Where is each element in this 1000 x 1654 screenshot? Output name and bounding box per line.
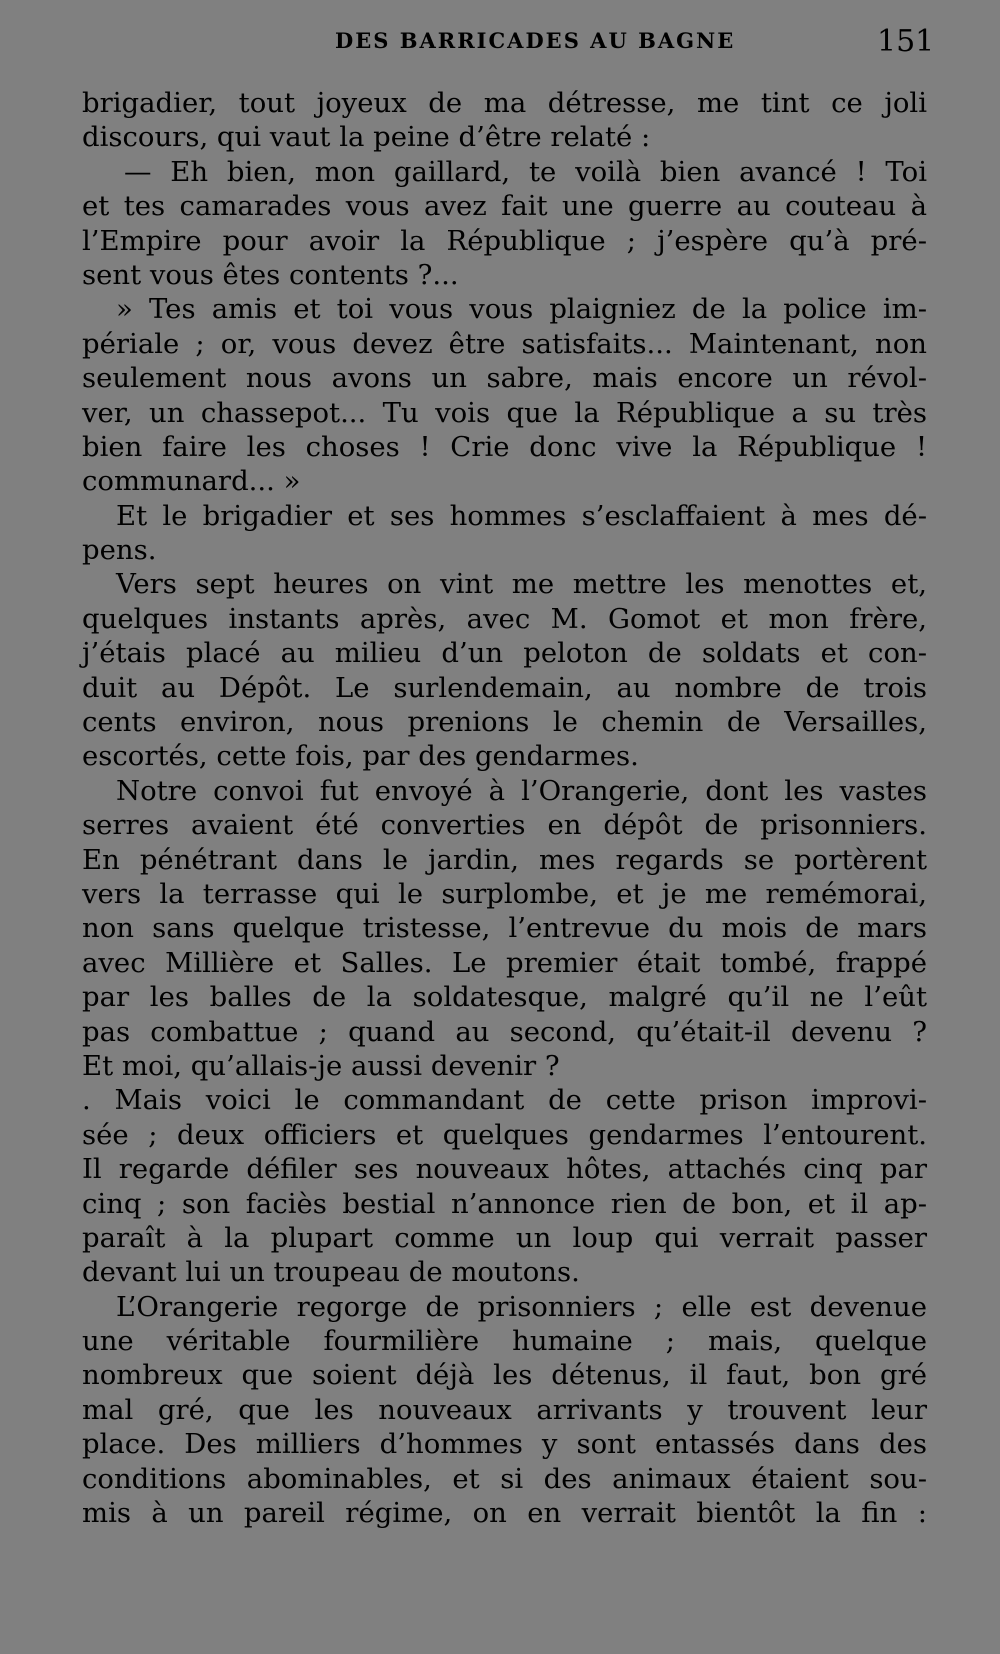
text-line: nombreux que soient déjà les détenus, il faut, bon gré — [82, 1359, 927, 1392]
text-line: par les balles de la soldatesque, malgré qu’il ne l’eût — [82, 981, 927, 1014]
text-line: l’Empire pour avoir la République ; j’espère qu’à pré- — [82, 224, 927, 257]
text-line: mis à un pareil régime, on en verrait bientôt la fin : — [82, 1497, 927, 1530]
text-line: pens. — [82, 534, 157, 567]
text-line: conditions abominables, et si des animaux étaient sou- — [82, 1462, 927, 1495]
running-title: DES BARRICADES AU BAGNE — [335, 28, 736, 53]
text-line: sent vous êtes contents ?... — [82, 258, 459, 291]
text-line: cinq ; son faciès bestial n’annonce rien de bon, et il ap- — [82, 1187, 927, 1220]
text-line: Notre convoi fut envoyé à l’Orangerie, dont les vastes — [116, 774, 927, 807]
text-line: mal gré, que les nouveaux arrivants y trouvent leur — [82, 1393, 927, 1426]
text-line: duit au Dépôt. Le surlendemain, au nombre de trois — [82, 671, 927, 704]
text-line: cents environ, nous prenions le chemin de Versailles, — [82, 706, 927, 739]
text-line: périale ; or, vous devez être satisfaits... Maintenant, non — [82, 327, 927, 360]
text-line: j’étais placé au milieu d’un peloton de soldats et con- — [82, 637, 927, 670]
text-line: . Mais voici le commandant de cette prison improvi- — [82, 1084, 927, 1117]
text-line: devant lui un troupeau de moutons. — [82, 1256, 580, 1289]
text-line: ver, un chassepot... Tu vois que la République a su très — [82, 396, 927, 429]
text-line: seulement nous avons un sabre, mais encore un révol- — [82, 362, 927, 395]
page-header — [0, 22, 1000, 62]
text-line: Vers sept heures on vint me mettre les menottes et, — [116, 568, 927, 601]
text-line: escortés, cette fois, par des gendarmes. — [82, 740, 639, 773]
text-line: avec Millière et Salles. Le premier était tombé, frappé — [82, 946, 927, 979]
text-line: » Tes amis et toi vous vous plaigniez de la police im- — [116, 293, 927, 326]
text-line: En pénétrant dans le jardin, mes regards se portèrent — [82, 843, 927, 876]
text-line: non sans quelque tristesse, l’entrevue du mois de mars — [82, 912, 927, 945]
text-line: une véritable fourmilière humaine ; mais, quelque — [82, 1325, 927, 1358]
text-line: pas combattue ; quand au second, qu’était-il devenu ? — [82, 1015, 927, 1048]
text-line: paraît à la plupart comme un loup qui verrait passer — [82, 1221, 927, 1254]
text-line: brigadier, tout joyeux de ma détresse, me tint ce joli — [82, 87, 927, 119]
text-line: — Eh bien, mon gaillard, te voilà bien avancé ! Toi — [124, 155, 927, 188]
page-number: 151 — [877, 24, 935, 59]
text-line: Et le brigadier et ses hommes s’esclaffaient à mes dé- — [116, 499, 927, 532]
text-line: sée ; deux officiers et quelques gendarmes l’entourent. — [82, 1118, 927, 1151]
text-line: Il regarde défiler ses nouveaux hôtes, attachés cinq par — [82, 1153, 927, 1186]
text-line: Et moi, qu’allais-je aussi devenir ? — [82, 1049, 560, 1082]
text-line: serres avaient été converties en dépôt de prisonniers. — [82, 809, 927, 842]
text-line: vers la terrasse qui le surplombe, et je me remémorai, — [82, 877, 927, 910]
text-line: et tes camarades vous avez fait une guerre au couteau à — [82, 190, 927, 223]
body-text — [82, 86, 927, 1530]
text-line: place. Des milliers d’hommes y sont entassés dans des — [82, 1428, 927, 1461]
text-line: bien faire les choses ! Crie donc vive la République ! — [82, 430, 927, 463]
text-line: quelques instants après, avec M. Gomot et mon frère, — [82, 602, 927, 635]
text-line: L’Orangerie regorge de prisonniers ; elle est devenue — [116, 1290, 927, 1323]
text-line: communard... » — [82, 465, 301, 498]
text-line: discours, qui vaut la peine d’être relaté : — [82, 121, 651, 154]
